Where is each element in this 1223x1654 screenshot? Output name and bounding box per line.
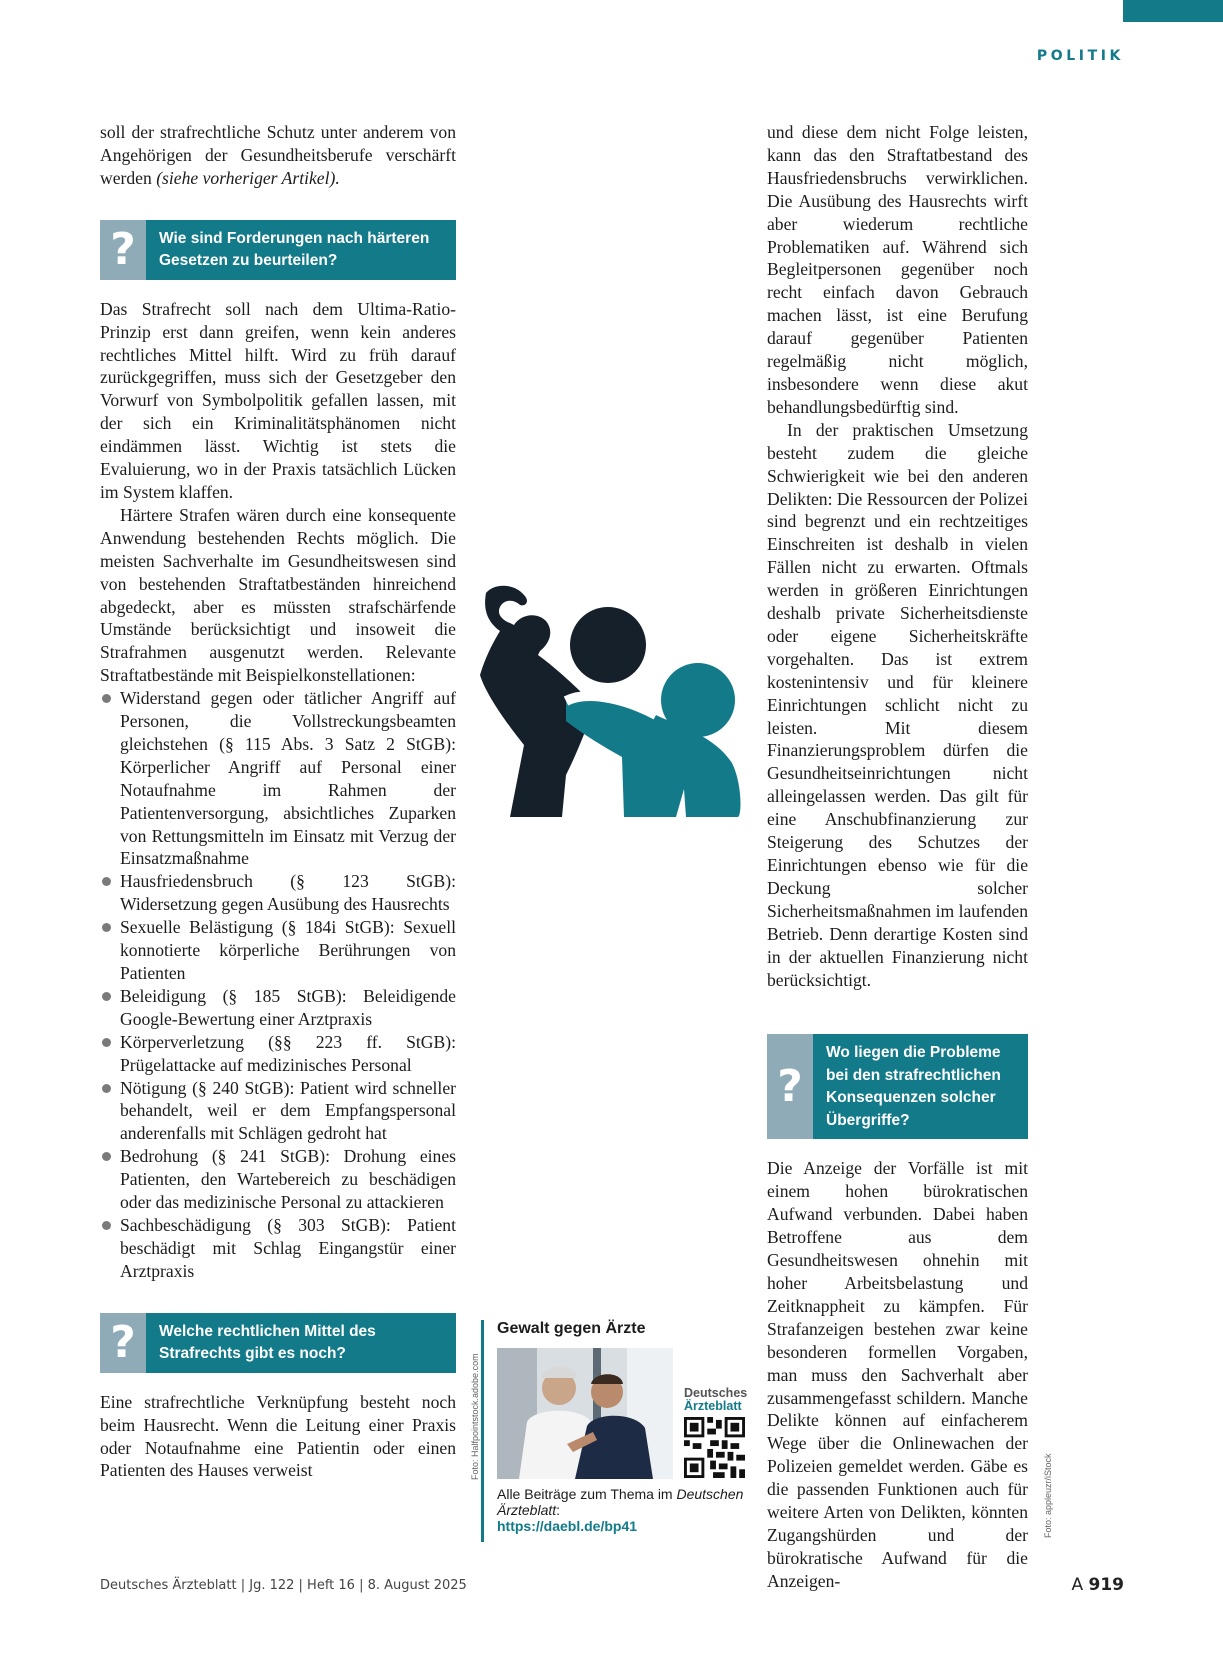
brand-line-2: Ärzteblatt	[684, 1399, 742, 1413]
promo-text	[497, 1486, 747, 1534]
question-box-3	[767, 1034, 1028, 1139]
list-item-text: Nötigung (§ 240 StGB): Patient wird schneller behandelt, weil er dem Empfangspersonal anderenfalls mit Schlägen gedroht hat	[120, 1077, 456, 1144]
list-item	[100, 985, 456, 1031]
bullet-dot-icon	[102, 1221, 111, 1230]
bullet-dot-icon	[102, 992, 111, 1001]
list-item	[100, 1145, 456, 1214]
section-label: POLITIK	[1036, 48, 1124, 64]
question-box-1	[100, 220, 456, 280]
question-mark-icon: ?	[100, 220, 146, 280]
page-prefix: A	[1071, 1575, 1084, 1595]
list-item	[100, 687, 456, 870]
intro-text: soll der strafrechtliche Schutz unter anderem von Angehörigen der Gesundheitsberufe verschärft werden	[100, 122, 456, 188]
paragraph: und diese dem nicht Folge leisten, kann das den Straftatbestand des Hausfriedensbruchs verwirklichen. Die Ausübung des Hausrechts wirft aber wiederum rechtliche Problematiken auf. Während sich Begleitpersonen gegenüber noch recht einfach davon Gebrauch machen lässt, ist eine Berufung darauf gegenüber Patienten regelmäßig nicht möglich, insbesondere wenn diese akut behandlungsbedürftig sind.	[767, 122, 1028, 417]
bullet-dot-icon	[102, 1084, 111, 1093]
bullet-dot-icon	[102, 877, 111, 886]
promo-title: Gewalt gegen Ärzte	[497, 1320, 646, 1337]
promo-link[interactable]: https://daebl.de/bp41	[497, 1518, 638, 1534]
doctor-confrontation-photo	[497, 1348, 673, 1479]
list-item-text: Bedrohung (§ 241 StGB): Drohung eines Patienten, den Wartebereich zu beschädigen oder das medizinische Personal zu attackieren	[120, 1146, 456, 1213]
bullet-dot-icon	[102, 1152, 111, 1161]
bullet-dot-icon	[102, 694, 111, 703]
list-item-text: Körperverletzung (§§ 223 ff. StGB): Prügelattacke auf medizinisches Personal	[120, 1031, 456, 1075]
bullet-dot-icon	[102, 1038, 111, 1047]
journal-brand-logo	[684, 1387, 747, 1413]
list-item-text: Widerstand gegen oder tätlicher Angriff auf Personen, die Vollstreckungsbeamten gleichstehen (§ 115 Abs. 3 Satz 2 StGB): Körperlicher Angriff auf Personal einer Notaufnahme im Rahmen der Patientenversorgung, absichtliches Zuparken von Rettungsmitteln im Einsatz mit Verzug der Einsatzmaßnahme	[120, 688, 456, 869]
corner-color-tab	[1123, 0, 1223, 22]
question-box-2	[100, 1313, 456, 1373]
qr-code-icon[interactable]	[684, 1417, 745, 1478]
question-1-text: Wie sind Forderungen nach härteren Gesetzen zu beurteilen?	[159, 229, 430, 270]
list-item	[100, 1077, 456, 1146]
violence-illustration	[480, 585, 742, 845]
intro-reference: (siehe vorheriger Artikel).	[156, 167, 340, 188]
question-3-text: Wo liegen die Probleme bei den strafrechtlichen Konsequenzen solcher Übergriffe?	[826, 1044, 1001, 1129]
page-number	[1071, 1575, 1124, 1595]
list-item	[100, 916, 456, 985]
question-mark-icon: ?	[767, 1034, 813, 1139]
paragraph: Härtere Strafen wären durch eine konsequente Anwendung bestehenden Rechts möglich. Die meisten Sachverhalte im Gesundheitswesen sind von bestehenden Straftatbeständen hinreichend abgedeckt, aber es müssten strafschärfende Umstände berücksichtigt und insoweit die Strafrahmen ausgenutzt werden. Relevante Straftatbestände mit Beispielkonstellationen:	[100, 504, 456, 686]
promo-box	[481, 1320, 746, 1542]
promo-photo[interactable]	[497, 1348, 673, 1479]
list-item-text: Hausfriedensbruch (§ 123 StGB): Widersetzung gegen Ausübung des Hausrechts	[120, 871, 456, 915]
page-number-value: 919	[1088, 1575, 1124, 1595]
paragraph: Eine strafrechtliche Verknüpfung besteht noch beim Hausrecht. Wenn die Leitung einer Praxis oder Notaufnahme eine Patientin oder einen Patienten des Hauses verweist	[100, 1391, 456, 1481]
list-item	[100, 870, 456, 916]
paragraph: Das Strafrecht soll nach dem Ultima-Ratio-Prinzip erst dann greifen, wenn kein anderes rechtliches Mittel hilft. Wird zu früh darauf zurückgegriffen, muss sich der Gesetzgeber den Vorwurf von Symbolpolitik gefallen lassen, mit der sich ein Kriminalitätsphänomen nicht eindämmen lässt. Wichtig ist stets die Evaluierung, wo in der Praxis tatsächlich Lücken im System klaffen.	[100, 298, 456, 502]
list-item-text: Beleidigung (§ 185 StGB): Beleidigende Google-Bewertung einer Arztpraxis	[120, 985, 456, 1029]
list-item	[100, 1031, 456, 1077]
bullet-dot-icon	[102, 923, 111, 932]
question-2-text: Welche rechtlichen Mittel des Strafrechts gibt es noch?	[159, 1322, 376, 1363]
promo-photo-credit: Foto: Halfpointstock.adobe.com	[470, 1353, 480, 1480]
brand-line-1: Deutsches	[684, 1386, 748, 1400]
promo-journal-name: Deutschen Ärzteblatt	[497, 1486, 744, 1518]
paragraph: In der praktischen Umsetzung besteht zudem die gleiche Schwierigkeit wie bei den anderen Delikten: Die Ressourcen der Polizei sind begrenzt und ein rechtzeitiges Einschreiten ist deshalb in vielen Fällen nicht zu erwarten. Oftmals werden in größeren Einrichtungen deshalb private Sicherheitsdienste oder eigene Sicherheitskräfte vorgehalten. Das ist extrem kostenintensiv und für kleinere Einrichtungen schlicht nicht zu leisten. Mit diesem Finanzierungsproblem dürfen die Gesundheitseinrichtungen nicht alleingelassen werden. Das gilt für eine Anschubfinanzierung zur Steigerung des Schutzes der Einrichtungen ebenso wie für die Deckung solcher Sicherheitsmaßnahmen im laufenden Betrieb. Denn derartige Kosten sind in der aktuellen Finanzierung nicht berücksichtigt.	[767, 419, 1028, 990]
list-item-text: Sexuelle Belästigung (§ 184i StGB): Sexuell konnotierte körperliche Berührungen von Patienten	[120, 917, 456, 983]
promo-text-prefix: Alle Beiträge zum Thema im	[497, 1486, 677, 1502]
footer-citation: Deutsches Ärzteblatt | Jg. 122 | Heft 16 | 8. August 2025	[100, 1578, 467, 1593]
right-column	[767, 121, 1028, 1593]
promo-text-suffix: :	[556, 1502, 561, 1518]
illustration-credit: Foto: appleuzr/iStock	[1043, 1453, 1053, 1538]
attack-figure-icon	[480, 585, 742, 845]
list-item	[100, 1214, 456, 1283]
question-mark-icon: ?	[100, 1313, 146, 1373]
paragraph: Die Anzeige der Vorfälle ist mit einem hohen bürokratischen Aufwand verbunden. Dabei haben Betroffene aus dem Gesundheitswesen ohnehin mit hoher Arbeitsbelastung und Zeitknappheit zu kämpfen. Für Strafanzeigen bestehen zwar keine besonderen formellen Vorgaben, man muss den Sachverhalt aber zusammengefasst schildern. Manche Delikte können auf einfacherem Wege über die Onlinewachen der Polizeien gemeldet werden. Gäbe es die passenden Funktionen auch für weitere Arten von Delikten, könnten Zugangshürden und der bürokratische Aufwand für die Anzeigen-	[767, 1158, 1028, 1591]
left-column	[100, 121, 456, 1482]
list-item-text: Sachbeschädigung (§ 303 StGB): Patient beschädigt mit Schlag Eingangstür einer Arztpraxis	[120, 1214, 456, 1281]
offense-list	[100, 687, 456, 1283]
intro-paragraph	[100, 121, 456, 190]
